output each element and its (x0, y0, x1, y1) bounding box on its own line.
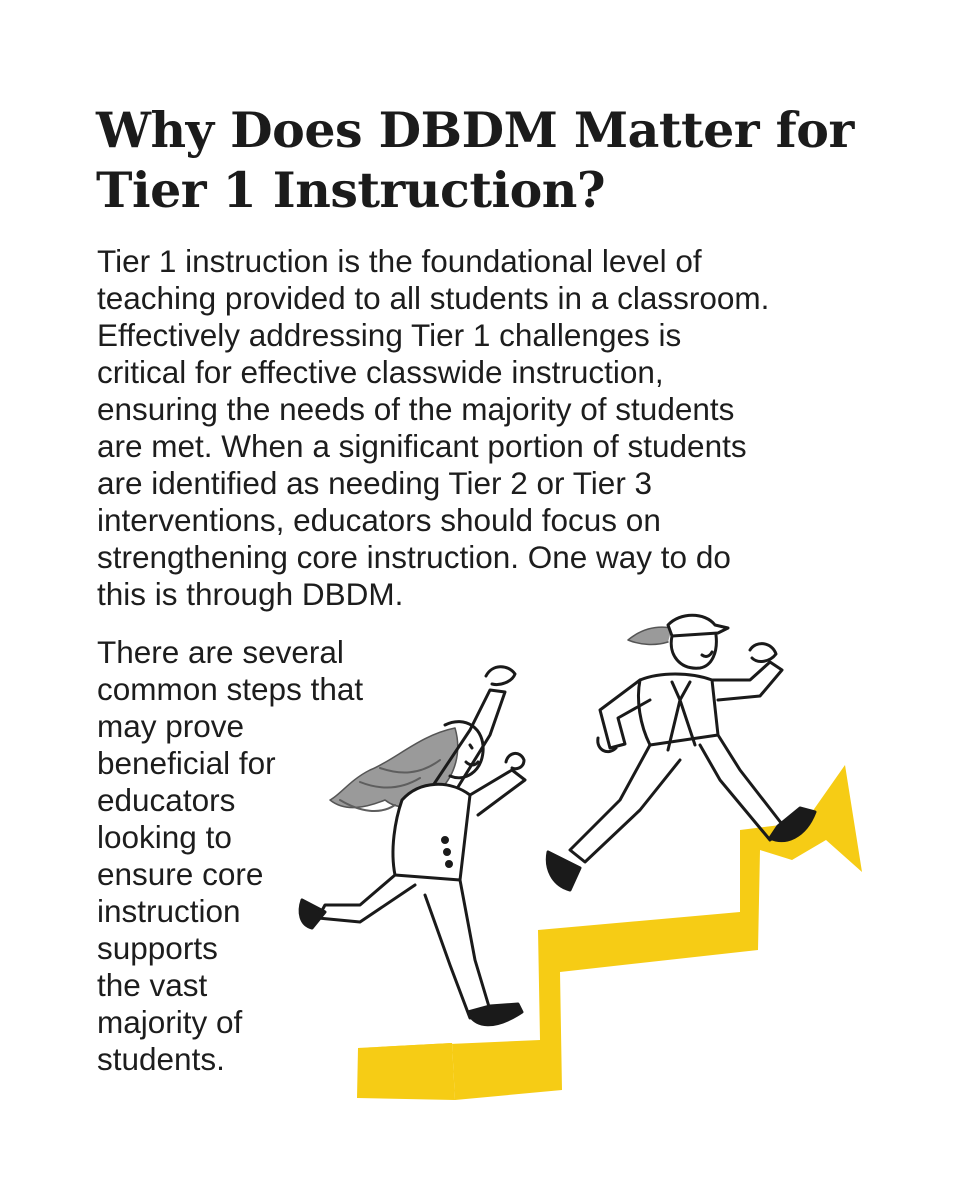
steps-line: students. (97, 1041, 225, 1077)
title-line: Why Does DBDM Matter for (96, 101, 854, 159)
intro-line: critical for effective classwide instruction, (97, 354, 664, 390)
steps-line: educators (97, 782, 236, 818)
steps-line: the vast (97, 967, 208, 1003)
steps-line: common steps that (97, 671, 364, 707)
steps-line: ensure core (97, 856, 264, 892)
intro-line: are met. When a significant portion of students (97, 428, 747, 464)
steps-line: majority of (97, 1004, 243, 1040)
steps-line: may prove (97, 708, 245, 744)
steps-line: There are several (97, 634, 344, 670)
page-title (96, 100, 896, 220)
intro-line: teaching provided to all students in a classroom. (97, 280, 770, 316)
steps-line: instruction (97, 893, 241, 929)
intro-line: are identified as needing Tier 2 or Tier 3 (97, 465, 653, 501)
running-people-illustration (280, 600, 900, 1120)
steps-line: looking to (97, 819, 232, 855)
intro-paragraph (97, 243, 897, 613)
steps-line: beneficial for (97, 745, 276, 781)
intro-line: Effectively addressing Tier 1 challenges is (97, 317, 682, 353)
steps-line: supports (97, 930, 218, 966)
intro-line: ensuring the needs of the majority of students (97, 391, 735, 427)
intro-line: interventions, educators should focus on (97, 502, 661, 538)
intro-line: this is through DBDM. (97, 576, 404, 612)
left-runner-figure (300, 667, 525, 1025)
intro-line: Tier 1 instruction is the foundational level of (97, 243, 702, 279)
rising-arrow-icon (357, 1043, 455, 1100)
intro-line: strengthening core instruction. One way to do (97, 539, 731, 575)
title-line: Tier 1 Instruction? (96, 161, 606, 219)
